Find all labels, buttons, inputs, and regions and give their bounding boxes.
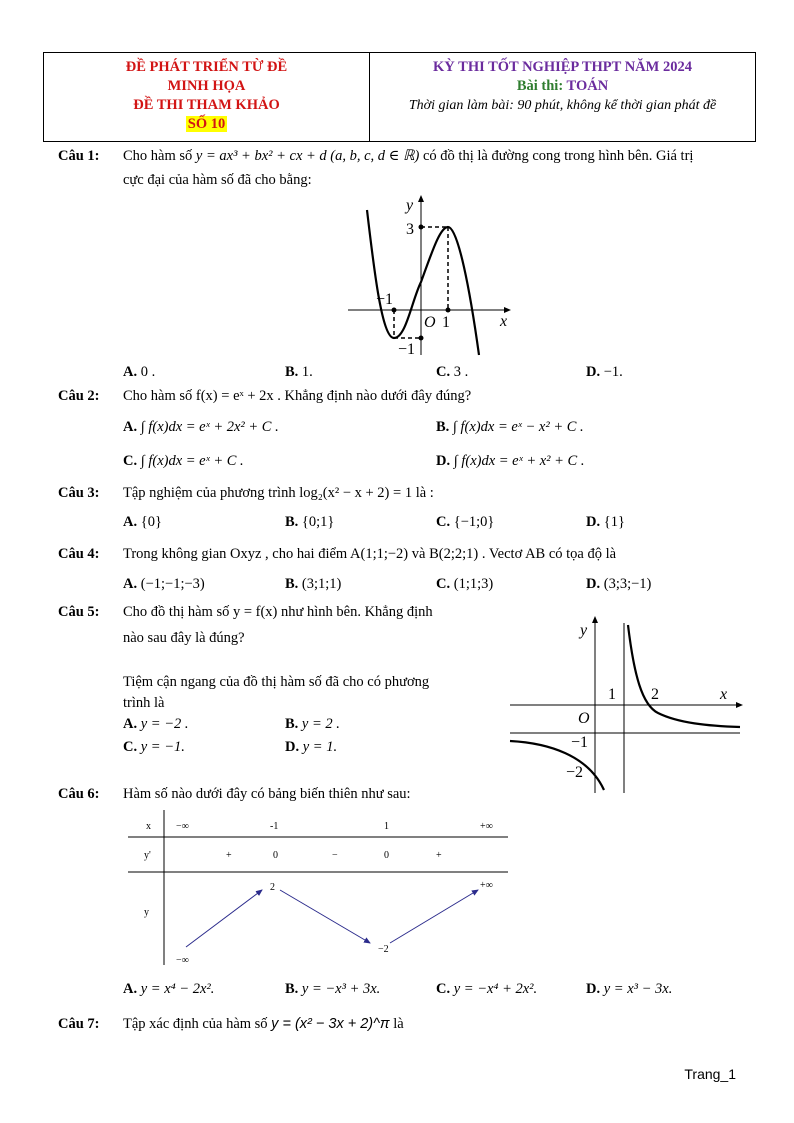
q5-tick-m2: −2 — [566, 764, 584, 781]
q2-answer-a[interactable]: A. ∫ f(x)dx = eˣ + 2x² + C . — [123, 419, 279, 435]
q5-answer-c[interactable]: C. y = −1. — [123, 739, 185, 755]
q6-x-pos-inf: +∞ — [480, 821, 493, 832]
q7-text — [123, 1016, 404, 1033]
q4-answer-a[interactable]: A. (−1;−1;−3) — [123, 576, 205, 592]
q6-x-label: x — [146, 821, 151, 832]
q1-answer-a[interactable]: A. 0 . — [123, 364, 156, 380]
q1-point-m1 — [419, 336, 424, 341]
header-left-line-4: SỐ 10 — [187, 116, 226, 132]
q6-x-1: 1 — [384, 821, 389, 832]
q6-x-neg-inf: −∞ — [176, 821, 189, 832]
q6-arrow-down — [280, 890, 370, 943]
q5-text-b: nào sau đây là đúng? — [123, 630, 245, 646]
question-3-label: Câu 3: — [58, 485, 100, 501]
question-5-label: Câu 5: — [58, 604, 100, 620]
question-7-label: Câu 7: — [58, 1016, 100, 1032]
question-4-label: Câu 4: — [58, 546, 100, 562]
q1-curve — [367, 210, 479, 355]
q5-right-branch — [628, 625, 740, 727]
question-1-label: Câu 1: — [58, 148, 100, 164]
q1-point-x-m1 — [392, 308, 397, 313]
q5-tick-1: 1 — [608, 686, 616, 703]
header-subject: TOÁN — [566, 78, 609, 94]
q1-origin: O — [424, 314, 436, 331]
q1-answer-d[interactable]: D. −1. — [586, 364, 623, 380]
question-2-label: Câu 2: — [58, 388, 100, 404]
q5-tick-m1: −1 — [571, 734, 589, 751]
question-6-label: Câu 6: — [58, 786, 100, 802]
q5-text-d: trình là — [123, 695, 165, 711]
question-1-text — [123, 148, 693, 165]
q7-formula: y = (x² − 3x + 2)^π — [271, 1016, 390, 1032]
q2-answer-b[interactable]: B. ∫ f(x)dx = eˣ − x² + C . — [436, 419, 584, 435]
q6-y-label: y — [144, 907, 149, 918]
q6-answer-b[interactable]: B. y = −x³ + 3x. — [285, 981, 381, 997]
q3-answer-d[interactable]: D. {1} — [586, 514, 625, 530]
q1-y-label: y — [406, 197, 414, 214]
q1-text-a: Cho hàm số — [123, 148, 193, 164]
q5-answer-a[interactable]: A. y = −2 . — [123, 716, 189, 732]
q3-answer-b[interactable]: B. {0;1} — [285, 514, 335, 530]
q1-point-x-1 — [446, 308, 451, 313]
q5-tick-2: 2 — [651, 686, 659, 703]
q1-point-3 — [419, 225, 424, 230]
q6-y-neg-inf: −∞ — [176, 955, 189, 966]
q6-answer-a[interactable]: A. y = x⁴ − 2x². — [123, 981, 215, 997]
q6-text: Hàm số nào dưới đây có bảng biến thiên như sau: — [123, 786, 411, 802]
header-left-line-1: ĐỀ PHÁT TRIỂN TỪ ĐỀ — [125, 59, 288, 75]
q3-answer-a[interactable]: A. {0} — [123, 514, 162, 530]
header-left-line-2: MINH HỌA — [167, 78, 246, 94]
q5-hyperbola-graph — [508, 615, 743, 795]
q1-text-b: có đồ thị là đường cong trong hình bên. Giá trị — [422, 148, 694, 164]
q3-answer-c[interactable]: C. {−1;0} — [436, 514, 495, 530]
q1-answer-b[interactable]: B. 1. — [285, 364, 313, 380]
q4-answer-c[interactable]: C. (1;1;3) — [436, 576, 494, 592]
q7-text-a: Tập xác định của hàm số — [123, 1016, 268, 1032]
q6-y-max: 2 — [270, 882, 275, 893]
q6-arrow-up-1 — [186, 890, 262, 947]
q1-tick-3: 3 — [406, 221, 414, 238]
q2-answer-c[interactable]: C. ∫ f(x)dx = eˣ + C . — [123, 453, 244, 469]
q6-yprime-label: y' — [144, 850, 151, 861]
q2-answer-d[interactable]: D. ∫ f(x)dx = eˣ + x² + C . — [436, 453, 585, 469]
q1-x-label: x — [500, 313, 508, 330]
q2-text: Cho hàm số f(x) = eˣ + 2x . Khẳng định nào dưới đây đúng? — [123, 388, 472, 404]
q6-answer-d[interactable]: D. y = x³ − 3x. — [586, 981, 673, 997]
header-time: Thời gian làm bài: 90 phút, không kể thời gian phát đề — [408, 98, 717, 113]
q6-y-min: −2 — [378, 944, 389, 955]
exam-header — [43, 52, 756, 142]
q1-tick-m1-bottom: −1 — [398, 341, 416, 358]
header-subject-prefix: Bài thi: — [516, 78, 564, 94]
page-footer: Trang_1 — [684, 1066, 736, 1082]
header-subject-line — [370, 77, 755, 96]
header-left-line-3: ĐỀ THI THAM KHẢO — [133, 97, 280, 113]
q5-left-branch — [510, 741, 604, 790]
q6-yprime-plus-2: + — [436, 850, 442, 861]
q6-yprime-plus-1: + — [226, 850, 232, 861]
q1-answer-c[interactable]: C. 3 . — [436, 364, 469, 380]
q1-formula: y = ax³ + bx² + cx + d (a, b, c, d ∈ ℝ) — [195, 148, 420, 164]
q5-x-label: x — [720, 686, 728, 703]
q1-text-c: cực đại của hàm số đã cho bằng: — [123, 172, 312, 188]
q4-text: Trong không gian Oxyz , cho hai điểm A(1;1;−2) và B(2;2;1) . Vectơ AB có tọa độ là — [123, 546, 617, 562]
q5-answer-b[interactable]: B. y = 2 . — [285, 716, 340, 732]
q1-cubic-graph — [340, 190, 520, 360]
q5-text-a: Cho đồ thị hàm số y = f(x) như hình bên. Khẳng định — [123, 604, 433, 620]
q6-yprime-minus: − — [332, 850, 338, 861]
q5-y-label: y — [580, 622, 588, 639]
q3-text: Tập nghiệm của phương trình log₂(x² − x + 2) = 1 là : — [123, 485, 434, 501]
q6-x-m1: -1 — [270, 821, 279, 832]
q4-answer-d[interactable]: D. (3;3;−1) — [586, 576, 652, 592]
q6-y-pos-inf: +∞ — [480, 880, 493, 891]
q6-answer-c[interactable]: C. y = −x⁴ + 2x². — [436, 981, 538, 997]
q6-yprime-zero-2: 0 — [384, 850, 389, 861]
q5-text-c: Tiệm cận ngang của đồ thị hàm số đã cho có phương — [123, 674, 430, 690]
header-left-line-4-wrap — [44, 115, 369, 134]
q6-yprime-zero-1: 0 — [273, 850, 278, 861]
q5-origin: O — [578, 710, 590, 727]
q7-text-b: là — [393, 1016, 404, 1032]
q1-tick-m1-left: −1 — [376, 291, 394, 308]
q4-answer-b[interactable]: B. (3;1;1) — [285, 576, 342, 592]
q6-variation-table — [128, 810, 508, 970]
q6-arrow-up-2 — [390, 890, 478, 943]
q1-tick-1: 1 — [442, 314, 450, 331]
header-right-title: KỲ THI TỐT NGHIỆP THPT NĂM 2024 — [433, 59, 692, 75]
q5-answer-d[interactable]: D. y = 1. — [285, 739, 338, 755]
